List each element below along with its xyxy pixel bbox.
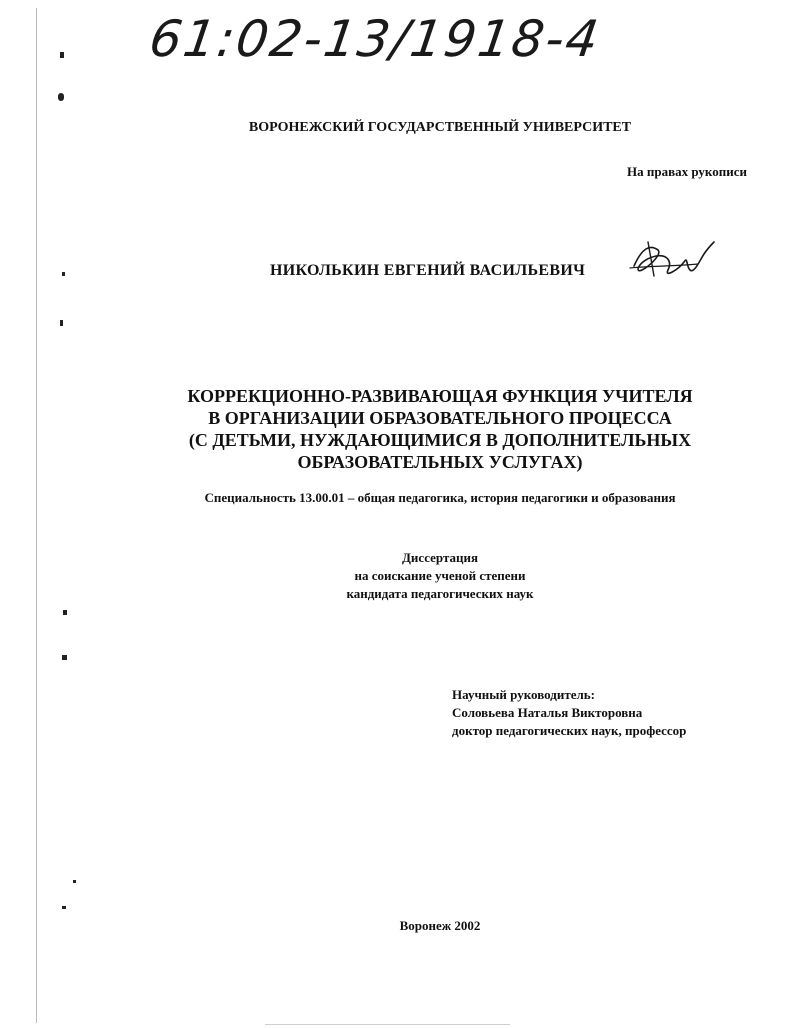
scientific-advisor [452,686,686,740]
scan-speck [63,610,67,615]
advisor-degree: доктор педагогических наук, профессор [452,723,687,738]
author-name: НИКОЛЬКИН ЕВГЕНИЙ ВАСИЛЬЕВИЧ [270,262,586,279]
university-name: ВОРОНЕЖСКИЙ ГОСУДАРСТВЕННЫЙ УНИВЕРСИТЕТ [248,120,632,135]
specialty-line: Специальность 13.00.01 – общая педагогика, история педагогики и образования [204,490,676,505]
scan-speck [60,320,63,326]
scan-speck [58,93,64,101]
manuscript-rights-note: На правах рукописи [627,164,747,179]
scan-speck [62,655,67,660]
thesis-description [0,549,799,603]
archive-code-handwritten: 61:02-13/1918-4 [145,10,604,68]
scan-bottom-rule [265,1024,510,1025]
scan-speck [60,52,64,58]
scan-speck [62,906,66,909]
thesis-line: кандидата педагогических наук [346,586,534,601]
thesis-line: Диссертация [401,550,479,565]
scan-speck [73,880,76,883]
advisor-name: Соловьева Наталья Викторовна [452,705,643,720]
city-year: Воронеж 2002 [399,918,481,933]
title-line: ОБРАЗОВАТЕЛЬНЫХ УСЛУГАХ) [297,452,583,472]
title-line: В ОРГАНИЗАЦИИ ОБРАЗОВАТЕЛЬНОГО ПРОЦЕССА [208,408,672,428]
title-line: КОРРЕКЦИОННО-РАЗВИВАЮЩАЯ ФУНКЦИЯ УЧИТЕЛЯ [187,386,693,406]
advisor-label: Научный руководитель: [452,687,595,702]
scan-margin-line [36,8,37,1023]
signature-icon [628,236,720,288]
title-line: (С ДЕТЬМИ, НУЖДАЮЩИМИСЯ В ДОПОЛНИТЕЛЬНЫХ [188,430,692,450]
thesis-line: на соискание ученой степени [354,568,526,583]
scan-speck [62,272,65,276]
dissertation-title [140,385,740,473]
